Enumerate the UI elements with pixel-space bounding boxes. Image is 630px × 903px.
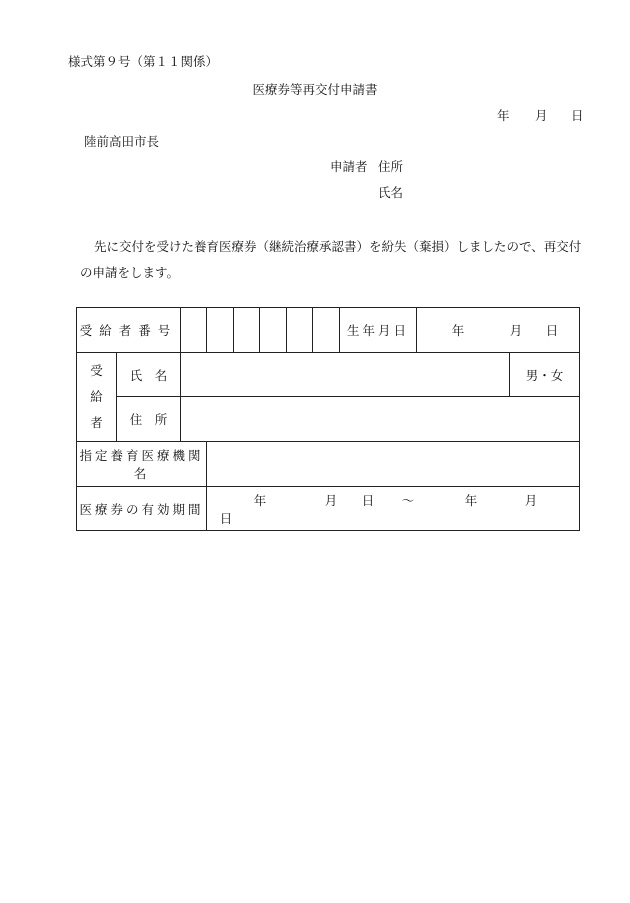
recipient-number-label: 受給者番号 bbox=[77, 308, 181, 353]
table-row bbox=[77, 353, 580, 397]
sex-options[interactable]: 男・女 bbox=[510, 353, 580, 397]
validity-to-day: 日 bbox=[219, 510, 233, 526]
validity-from-year: 年 bbox=[253, 492, 267, 508]
recipient-number-digit[interactable] bbox=[181, 308, 207, 353]
birthdate-label: 生年月日 bbox=[340, 308, 417, 353]
table-row bbox=[77, 308, 580, 353]
validity-to-year: 年 bbox=[464, 492, 478, 508]
form-code: 様式第９号（第１１関係） bbox=[68, 54, 219, 69]
validity-to-month: 月 bbox=[524, 492, 538, 508]
document-title: 医療券等再交付申請書 bbox=[252, 82, 378, 97]
body-text: 先に交付を受けた養育医療券（継続治療承認書）を紛失（棄損）しましたので、再交付の申請をします。 bbox=[80, 239, 582, 280]
recipient-number-digit[interactable] bbox=[234, 308, 260, 353]
date-month-label: 月 bbox=[535, 108, 548, 123]
applicant-name-label: 氏名 bbox=[378, 185, 404, 200]
applicant-address-label: 住所 bbox=[378, 159, 404, 174]
table-row bbox=[77, 397, 580, 442]
table-row bbox=[77, 442, 580, 487]
recipient-number-digit[interactable] bbox=[287, 308, 313, 353]
birthdate-field[interactable] bbox=[417, 308, 580, 353]
recipient-group-char: 給 bbox=[90, 389, 103, 404]
birthdate-year: 年 bbox=[451, 323, 465, 338]
date-year-label: 年 bbox=[497, 108, 510, 123]
application-table bbox=[76, 307, 580, 531]
recipient-number-digit[interactable] bbox=[313, 308, 340, 353]
validity-tilde: ～ bbox=[401, 492, 415, 508]
birthdate-day: 日 bbox=[545, 323, 559, 338]
table-row bbox=[77, 487, 580, 531]
recipient-group-char: 者 bbox=[90, 415, 103, 430]
address-label: 住 所 bbox=[117, 397, 181, 442]
recipient-group-label bbox=[77, 353, 117, 442]
address-field[interactable] bbox=[181, 397, 580, 442]
addressee: 陸前高田市長 bbox=[84, 134, 160, 149]
birthdate-month: 月 bbox=[509, 323, 523, 338]
date-day-label: 日 bbox=[571, 108, 584, 123]
recipient-number-digit[interactable] bbox=[260, 308, 287, 353]
name-field[interactable] bbox=[181, 353, 510, 397]
applicant-label: 申請者 bbox=[330, 159, 368, 174]
validity-from-day: 日 bbox=[361, 492, 375, 508]
recipient-number-digit[interactable] bbox=[207, 308, 234, 353]
validity-field[interactable] bbox=[207, 487, 580, 531]
name-label: 氏 名 bbox=[117, 353, 181, 397]
validity-label: 医療券の有効期間 bbox=[77, 487, 207, 531]
institution-label: 指定養育医療機関名 bbox=[77, 442, 207, 487]
validity-from-month: 月 bbox=[324, 492, 338, 508]
institution-field[interactable] bbox=[207, 442, 580, 487]
recipient-group-char: 受 bbox=[90, 363, 103, 378]
